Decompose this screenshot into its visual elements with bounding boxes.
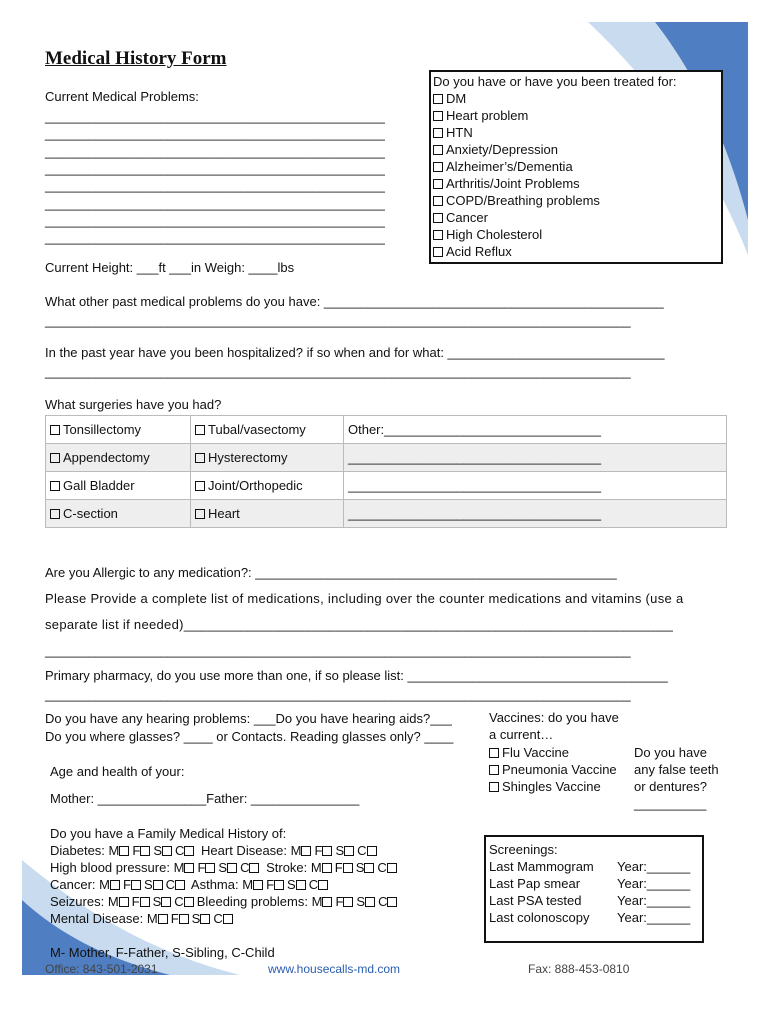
surgery-other-field[interactable]	[344, 472, 727, 500]
vaccine-item	[489, 779, 601, 794]
condition-item	[433, 243, 721, 260]
relation-s-checkbox[interactable]	[227, 863, 237, 873]
relation-m-label: M	[173, 860, 185, 875]
relation-f-label: F	[334, 860, 343, 875]
footer-office-phone: Office: 843-501-2031	[45, 962, 158, 976]
relation-f-label: F	[170, 911, 179, 926]
relation-c-label: C	[308, 877, 319, 892]
allergic-field[interactable]: Are you Allergic to any medication?: __________________________________________________	[45, 565, 617, 580]
relation-m-label: M	[311, 894, 323, 909]
family-legend: M- Mother, F-Father, S-Sibling, C-Child	[50, 945, 275, 960]
surgery-checkbox[interactable]	[195, 425, 205, 435]
pharmacy-line[interactable]: _________________________________________________________________________________	[45, 687, 631, 702]
surgery-checkbox[interactable]	[195, 453, 205, 463]
relation-s-label: S	[191, 911, 201, 926]
relation-c-checkbox[interactable]	[184, 846, 194, 856]
pharmacy-field[interactable]: Primary pharmacy, do you use more than one, if so please list: ____________________________________	[45, 668, 668, 683]
relation-f-label: F	[266, 877, 275, 892]
teeth-answer-line[interactable]: __________	[634, 796, 707, 811]
condition-label: Arthritis/Joint Problems	[446, 176, 580, 191]
relation-c-checkbox[interactable]	[387, 897, 397, 907]
relation-m-checkbox[interactable]	[110, 880, 120, 890]
condition-item	[433, 226, 721, 243]
relation-s-label: S	[152, 894, 162, 909]
relation-m-label: M	[310, 860, 322, 875]
surgery-row	[46, 444, 727, 472]
relation-s-checkbox[interactable]	[153, 880, 163, 890]
vaccine-checkbox[interactable]	[489, 782, 499, 792]
surgery-option[interactable]	[191, 444, 344, 472]
hospitalized-field[interactable]: In the past year have you been hospitalized? if so when and for what: ______________________________	[45, 345, 665, 360]
surgery-option[interactable]	[46, 416, 191, 444]
condition-checkbox[interactable]	[433, 230, 443, 240]
screening-item	[489, 892, 702, 909]
relation-f-label: F	[197, 860, 206, 875]
surgery-label: Joint/Orthopedic	[208, 478, 303, 493]
relation-f-checkbox[interactable]	[343, 863, 353, 873]
glasses-field[interactable]: Do you where glasses? ____ or Contacts. Reading glasses only? ____	[45, 729, 454, 744]
condition-label: Anxiety/Depression	[446, 142, 558, 157]
condition-checkbox[interactable]	[433, 213, 443, 223]
screening-label: Last colonoscopy	[489, 910, 590, 925]
surgery-other-field[interactable]	[344, 416, 727, 444]
surgery-row	[46, 472, 727, 500]
screening-item	[489, 875, 702, 892]
vaccine-label: Shingles Vaccine	[502, 779, 601, 794]
condition-item	[433, 175, 721, 192]
relation-s-label: S	[153, 843, 163, 858]
relation-c-label: C	[377, 860, 387, 875]
age-health-label: Age and health of your:	[50, 764, 185, 779]
condition-item	[433, 107, 721, 124]
screening-item	[489, 858, 702, 875]
relation-options	[99, 877, 188, 892]
condition-item	[433, 90, 721, 107]
screening-year-field[interactable]: Year:______	[617, 910, 691, 925]
surgeries-label: What surgeries have you had?	[45, 397, 222, 412]
current-problems-label: Current Medical Problems:	[45, 89, 199, 104]
problem-line[interactable]: _______________________________________________	[45, 212, 385, 228]
relation-options	[242, 877, 331, 892]
relation-s-checkbox[interactable]	[365, 897, 375, 907]
condition-item	[433, 192, 721, 209]
problem-line[interactable]: _______________________________________________	[45, 195, 385, 211]
surgery-checkbox[interactable]	[195, 509, 205, 519]
vaccines-heading-2: a current…	[489, 727, 554, 742]
form-title: Medical History Form	[45, 48, 227, 69]
surgery-option[interactable]	[46, 500, 191, 528]
relation-m-checkbox[interactable]	[253, 880, 263, 890]
vaccine-checkbox[interactable]	[489, 748, 499, 758]
relation-m-checkbox[interactable]	[322, 863, 332, 873]
surgery-label: Tonsillectomy	[63, 422, 142, 437]
relation-f-checkbox[interactable]	[205, 863, 215, 873]
surgery-label: ___________________________________	[348, 450, 602, 465]
screening-label: Last Mammogram	[489, 859, 594, 874]
relation-s-checkbox[interactable]	[161, 897, 171, 907]
relation-m-label: M	[107, 894, 119, 909]
condition-checkbox[interactable]	[433, 128, 443, 138]
relation-c-label: C	[213, 911, 223, 926]
condition-item	[433, 158, 721, 175]
condition-checkbox[interactable]	[433, 196, 443, 206]
surgery-label: Gall Bladder	[63, 478, 135, 493]
vaccine-checkbox[interactable]	[489, 765, 499, 775]
vaccine-item	[489, 762, 617, 777]
problem-line[interactable]: _______________________________________________	[45, 109, 385, 124]
surgery-label: Tubal/vasectomy	[208, 422, 306, 437]
teeth-line-1: Do you have	[634, 745, 707, 760]
surgery-label: ___________________________________	[348, 478, 602, 493]
medications-text-1: Please Provide a complete list of medications, including over the counter medications and vitamins (use a	[45, 591, 684, 606]
relation-m-checkbox[interactable]	[119, 846, 129, 856]
relation-m-label: M	[99, 877, 110, 892]
medications-field[interactable]: separate list if needed)_________________________________________________________________	[45, 617, 674, 632]
condition-label: Acid Reflux	[446, 244, 512, 259]
relation-options	[109, 843, 198, 858]
surgery-row	[46, 500, 727, 528]
relation-m-label: M	[108, 843, 120, 858]
condition-checkbox[interactable]	[433, 247, 443, 257]
condition-label: HTN	[446, 125, 473, 140]
relation-m-label: M	[146, 911, 158, 926]
condition-checkbox[interactable]	[433, 179, 443, 189]
relation-f-label: F	[335, 894, 344, 909]
relation-c-checkbox[interactable]	[318, 880, 328, 890]
condition-label: Cancer	[446, 210, 488, 225]
condition-label: Heart problem	[446, 108, 529, 123]
relation-options	[312, 894, 401, 909]
surgery-option[interactable]	[191, 500, 344, 528]
relation-m-checkbox[interactable]	[158, 914, 168, 924]
teeth-line-2: any false teeth	[634, 762, 719, 777]
screenings-box	[484, 835, 704, 943]
relation-options	[291, 843, 380, 858]
relation-f-label: F	[131, 894, 140, 909]
condition-item	[433, 124, 721, 141]
surgery-option[interactable]	[46, 444, 191, 472]
footer-website-link[interactable]: www.housecalls-md.com	[268, 962, 401, 976]
teeth-line-3: or dentures?	[634, 779, 707, 794]
parents-field[interactable]: Mother: _______________Father: _______________	[50, 791, 360, 806]
relation-m-checkbox[interactable]	[119, 897, 129, 907]
relation-c-label: C	[174, 894, 184, 909]
condition-label: COPD/Breathing problems	[446, 193, 600, 208]
surgery-label: Hysterectomy	[208, 450, 288, 465]
relation-s-label: S	[355, 860, 365, 875]
surgery-label: Appendectomy	[63, 450, 150, 465]
surgery-label: ___________________________________	[348, 506, 602, 521]
relation-c-label: C	[165, 877, 176, 892]
relation-f-label: F	[314, 843, 323, 858]
family-row-blood-pressure: High blood pressure: M F S C Stroke: M F S C	[50, 860, 400, 875]
surgery-other-field[interactable]	[344, 500, 727, 528]
relation-m-checkbox[interactable]	[322, 897, 332, 907]
problem-line[interactable]: _______________________________________________	[45, 178, 385, 194]
relation-s-label: S	[356, 894, 366, 909]
relation-c-label: C	[357, 843, 367, 858]
relation-c-checkbox[interactable]	[175, 880, 185, 890]
condition-label: DM	[446, 91, 467, 106]
relation-s-label: S	[143, 877, 153, 892]
relation-c-label: C	[378, 894, 388, 909]
relation-s-checkbox[interactable]	[344, 846, 354, 856]
relation-c-checkbox[interactable]	[387, 863, 397, 873]
surgery-label: C-section	[63, 506, 118, 521]
surgery-checkbox[interactable]	[50, 481, 60, 491]
conditions-heading: Do you have or have you been treated for:	[433, 74, 677, 89]
relation-f-checkbox[interactable]	[274, 880, 284, 890]
vaccine-label: Flu Vaccine	[502, 745, 569, 760]
relation-c-checkbox[interactable]	[367, 846, 377, 856]
relation-m-checkbox[interactable]	[184, 863, 194, 873]
vaccine-item	[489, 745, 569, 760]
relation-s-label: S	[335, 843, 345, 858]
past-problems-line[interactable]: _________________________________________________________________________________	[45, 313, 631, 328]
relation-s-checkbox[interactable]	[296, 880, 306, 890]
condition-label: Alzheimer’s/Dementia	[446, 159, 573, 174]
height-weight-field[interactable]: Current Height: ___ft ___in Weigh: ____lbs	[45, 260, 295, 275]
vaccine-label: Pneumonia Vaccine	[502, 762, 617, 777]
surgery-checkbox[interactable]	[50, 453, 60, 463]
surgery-option[interactable]	[191, 416, 344, 444]
surgery-label: Other:______________________________	[348, 422, 602, 437]
relation-options	[147, 911, 236, 926]
surgery-checkbox[interactable]	[50, 425, 60, 435]
conditions-box	[429, 70, 723, 264]
screening-label: Last Pap smear	[489, 876, 581, 891]
relation-f-checkbox[interactable]	[140, 846, 150, 856]
family-row-mental: Mental Disease: M F S C	[50, 911, 236, 926]
relation-f-checkbox[interactable]	[343, 897, 353, 907]
screening-year-field[interactable]: Year:______	[617, 876, 691, 891]
surgery-option[interactable]	[191, 472, 344, 500]
relation-m-checkbox[interactable]	[301, 846, 311, 856]
relation-f-label: F	[132, 843, 141, 858]
hearing-field[interactable]: Do you have any hearing problems: ___Do you have hearing aids?___	[45, 711, 452, 726]
vaccines-heading-1: Vaccines: do you have	[489, 710, 619, 725]
condition-item	[433, 209, 721, 226]
surgery-option[interactable]	[46, 472, 191, 500]
family-row-seizures: Seizures: M F S C Bleeding problems: M F S C	[50, 894, 400, 909]
problem-line[interactable]: _______________________________________________	[45, 230, 385, 246]
relation-m-label: M	[242, 877, 254, 892]
condition-checkbox[interactable]	[433, 111, 443, 121]
problem-line[interactable]: _______________________________________________	[45, 126, 385, 142]
relation-c-checkbox[interactable]	[223, 914, 233, 924]
relation-s-checkbox[interactable]	[200, 914, 210, 924]
surgery-checkbox[interactable]	[195, 481, 205, 491]
screenings-heading: Screenings:	[489, 842, 558, 857]
screening-year-field[interactable]: Year:______	[617, 859, 691, 874]
condition-checkbox[interactable]	[433, 94, 443, 104]
relation-f-label: F	[123, 877, 131, 892]
condition-item	[433, 141, 721, 158]
relation-f-checkbox[interactable]	[322, 846, 332, 856]
problem-line[interactable]: _______________________________________________	[45, 160, 385, 176]
surgery-row	[46, 416, 727, 444]
relation-s-label: S	[287, 877, 296, 892]
surgery-checkbox[interactable]	[50, 509, 60, 519]
medications-line[interactable]: _________________________________________________________________________________	[45, 643, 631, 658]
condition-checkbox[interactable]	[433, 145, 443, 155]
relation-f-checkbox[interactable]	[140, 897, 150, 907]
footer-fax: Fax: 888-453-0810	[528, 962, 630, 976]
relation-c-label: C	[175, 843, 185, 858]
relation-options	[311, 860, 400, 875]
surgeries-table	[45, 415, 727, 528]
relation-f-checkbox[interactable]	[179, 914, 189, 924]
surgery-other-field[interactable]	[344, 444, 727, 472]
condition-checkbox[interactable]	[433, 162, 443, 172]
relation-c-checkbox[interactable]	[184, 897, 194, 907]
problem-line[interactable]: _______________________________________________	[45, 143, 385, 159]
relation-s-checkbox[interactable]	[364, 863, 374, 873]
relation-options	[108, 894, 197, 909]
relation-m-label: M	[290, 843, 302, 858]
past-problems-field[interactable]: What other past medical problems do you have: _______________________________________________	[45, 294, 664, 309]
relation-s-checkbox[interactable]	[162, 846, 172, 856]
surgery-label: Heart	[208, 506, 240, 521]
screening-year-field[interactable]: Year:______	[617, 893, 691, 908]
relation-options	[174, 860, 263, 875]
relation-c-checkbox[interactable]	[249, 863, 259, 873]
relation-f-checkbox[interactable]	[131, 880, 141, 890]
condition-label: High Cholesterol	[446, 227, 543, 242]
relation-c-label: C	[240, 860, 250, 875]
family-history-heading: Do you have a Family Medical History of:	[50, 826, 287, 841]
hospitalized-line[interactable]: _________________________________________________________________________________	[45, 364, 631, 379]
family-row-diabetes: Diabetes: M F S C Heart Disease: M F S C	[50, 843, 380, 858]
screening-item	[489, 909, 702, 926]
family-row-cancer: Cancer: M F S C Asthma: M F S C	[50, 877, 331, 892]
relation-s-label: S	[218, 860, 228, 875]
screening-label: Last PSA tested	[489, 893, 582, 908]
